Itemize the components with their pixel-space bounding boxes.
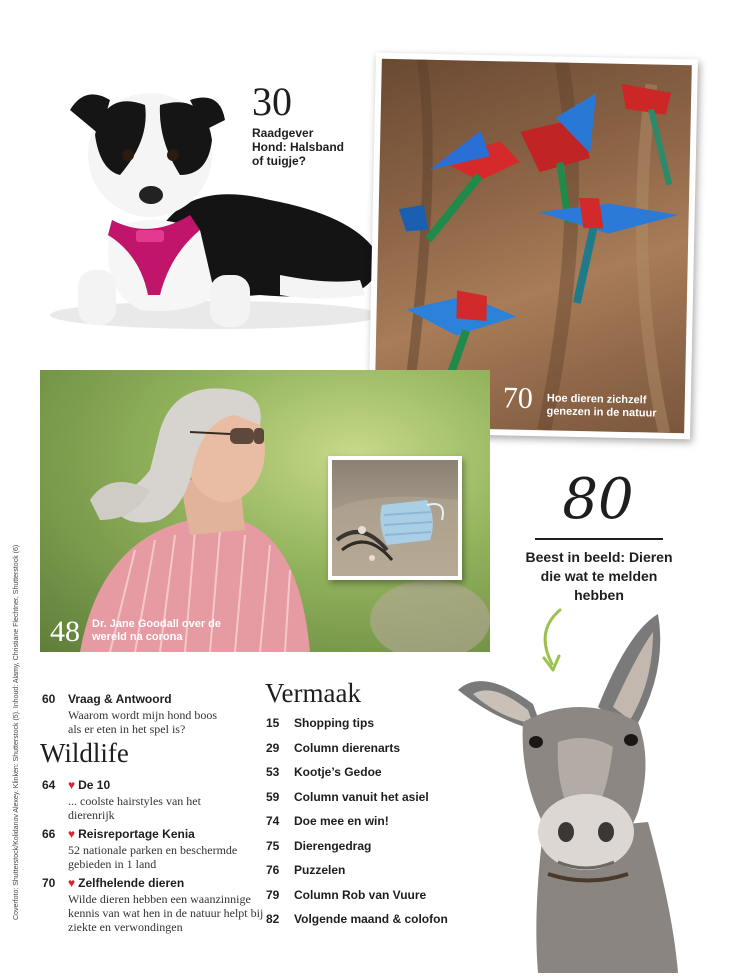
toc-page-number: 74 [266, 814, 280, 828]
parrots-page-number: 70 [502, 381, 534, 416]
photo-credit-text: Coverfoto: Shutterstock/Kolidanov Alexey. Klinken: Shutterstock (5). Inhoud: Alamy, Christiane Flechtner, Shutterstock (6) [13, 544, 20, 920]
toc-item[interactable] [266, 716, 374, 730]
dog-caption[interactable]: Raadgever Hond: Halsband of tuigje? [252, 126, 344, 168]
toc-page-number: 53 [266, 765, 280, 779]
toc-page-number: 75 [266, 838, 280, 853]
toc-item[interactable] [266, 912, 448, 926]
toc-title: Column dierenarts [294, 740, 401, 755]
toc-title: Reisreportage Kenia [78, 827, 195, 841]
goodall-page-number: 48 [50, 615, 80, 648]
toc-title: Volgende maand & colofon [294, 912, 448, 926]
donkey-page-number: 80 [562, 467, 634, 532]
dog-page-number: 30 [252, 79, 292, 124]
toc-description: ... coolste hairstyles van het dierenrijk [68, 794, 201, 822]
toc-title: Kootje’s Gedoe [294, 765, 382, 779]
heart-icon: ♥ [68, 827, 76, 841]
toc-title: Column Rob van Vuure [294, 887, 427, 902]
toc-title: Zelfhelende dieren [78, 876, 185, 890]
face-mask-photo [328, 456, 462, 580]
toc-page-number: 76 [266, 863, 280, 877]
toc-item[interactable] [266, 790, 429, 804]
toc-page-number: 70 [42, 876, 56, 890]
toc-page-number: 60 [42, 692, 56, 706]
toc-description: Wilde dieren hebben een waanzinnige kennis van wat hen in de natuur helpt bij ziekte en verwondingen [68, 892, 264, 934]
toc-item[interactable] [266, 888, 426, 902]
toc-title: Dierengedrag [294, 838, 372, 853]
toc-page-number: 15 [266, 716, 280, 730]
toc-item[interactable] [266, 765, 382, 779]
goodall-caption: Dr. Jane Goodall over de wereld na corona [92, 618, 221, 643]
toc-title: Shopping tips [294, 716, 374, 730]
heart-icon: ♥ [68, 876, 76, 890]
toc-item[interactable] [266, 839, 371, 853]
toc-title: Vraag & Antwoord [68, 692, 172, 706]
toc-item-vraag-antwoord[interactable] [42, 690, 242, 736]
dog-photo [40, 80, 385, 340]
donkey-caption[interactable]: Beest in beeld: Dieren die wat te melden hebben [525, 549, 673, 603]
toc-title: Doe mee en win! [294, 814, 389, 828]
toc-item-de-10[interactable] [42, 776, 252, 822]
toc-page-number: 79 [266, 887, 280, 902]
vermaak-heading: Vermaak [265, 678, 361, 708]
donkey-photo[interactable] [448, 612, 730, 973]
toc-title: De 10 [78, 778, 111, 792]
toc-page-number: 66 [42, 827, 56, 841]
toc-description: Waarom wordt mijn hond boos als er eten in het spel is? [68, 708, 218, 736]
toc-page-number: 64 [42, 778, 56, 792]
toc-page-number: 82 [266, 912, 280, 926]
toc-item[interactable] [266, 814, 389, 828]
toc-title: Column vanuit het asiel [294, 789, 429, 804]
toc-page-number: 59 [266, 789, 280, 804]
vermaak-list [266, 716, 456, 936]
photo-credit [12, 540, 24, 920]
toc-item-reisreportage-kenia[interactable] [42, 825, 257, 871]
heart-icon: ♥ [68, 778, 76, 792]
toc-item[interactable] [266, 863, 345, 877]
donkey-divider [535, 538, 663, 540]
toc-page-number: 29 [266, 740, 280, 755]
wildlife-heading: Wildlife [40, 738, 129, 768]
toc-item[interactable] [266, 741, 400, 755]
parrots-caption: Hoe dieren zichzelf genezen in de natuur [546, 392, 657, 420]
toc-description: 52 nationale parken en beschermde gebieden in 1 land [68, 843, 238, 871]
toc-item-zelfhelende-dieren[interactable] [42, 874, 267, 934]
toc-title: Puzzelen [294, 863, 346, 877]
